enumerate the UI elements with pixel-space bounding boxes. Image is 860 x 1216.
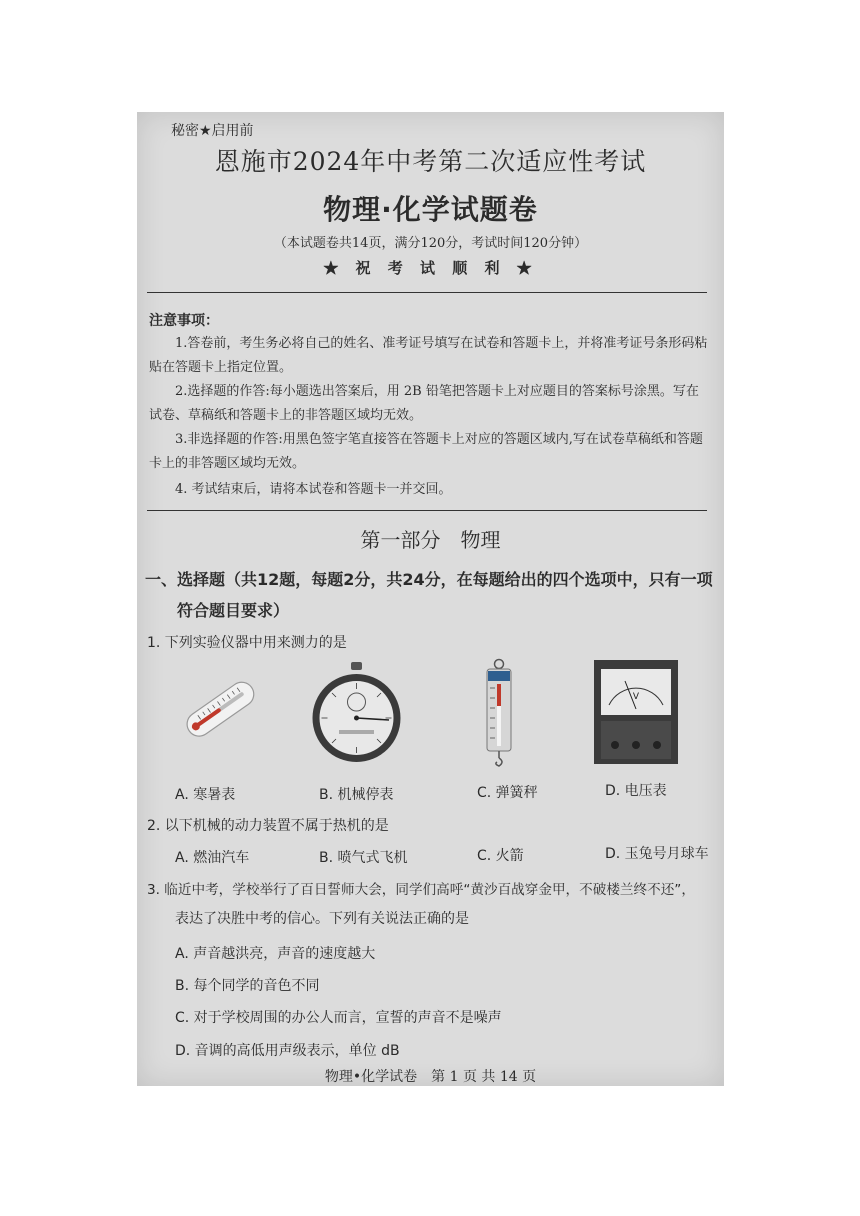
question-2-stem: 2. 以下机械的动力装置不属于热机的是 bbox=[147, 818, 389, 834]
note-item-4: 4. 考试结束后，请将本试卷和答题卡一并交回。 bbox=[175, 482, 452, 497]
q3-option-b: B. 每个同学的音色不同 bbox=[175, 978, 320, 994]
thermometer-image bbox=[175, 664, 267, 756]
divider-bottom bbox=[147, 510, 707, 511]
q3-option-a: A. 声音越洪亮，声音的速度越大 bbox=[175, 946, 376, 962]
paper-title: 物理·化学试题卷 bbox=[323, 193, 538, 226]
question-3-stem-cont: 表达了决胜中考的信心。下列有关说法正确的是 bbox=[175, 911, 469, 927]
section-heading: 一、选择题（共12题，每题2分，共24分，在每题给出的四个选项中，只有一项 bbox=[145, 570, 713, 589]
divider-top bbox=[147, 292, 707, 293]
notes-heading: 注意事项： bbox=[149, 313, 219, 329]
section-heading-cont: 符合题目要求） bbox=[177, 601, 290, 620]
note-item-3: 3.非选择题的作答:用黑色签字笔直接答在答题卡上对应的答题区域内,写在试卷草稿纸和答题卡上的非答题区域均无效。 bbox=[149, 432, 703, 471]
part-title: 第一部分 物理 bbox=[360, 528, 501, 552]
question-3-stem: 3. 临近中考，学校举行了百日誓师大会，同学们高呼“黄沙百战穿金甲，不破楼兰终不还”， bbox=[147, 882, 695, 898]
spring-scale-image bbox=[479, 658, 519, 768]
q1-option-a: A. 寒暑表 bbox=[175, 787, 236, 803]
q3-option-c: C. 对于学校周围的办公人而言，宣誓的声音不是噪声 bbox=[175, 1010, 502, 1026]
q1-option-d: D. 电压表 bbox=[605, 783, 667, 799]
svg-text:V: V bbox=[632, 692, 640, 702]
q3-option-d: D. 音调的高低用声级表示，单位 dB bbox=[175, 1043, 400, 1059]
exam-title: 恩施市2024年中考第二次适应性考试 bbox=[214, 147, 647, 176]
q2-option-a: A. 燃油汽车 bbox=[175, 850, 250, 866]
q1-option-b: B. 机械停表 bbox=[319, 787, 394, 803]
page-footer: 物理•化学试卷 第 1 页 共 14 页 bbox=[324, 1069, 537, 1085]
q2-option-c: C. 火箭 bbox=[477, 848, 524, 864]
q2-option-b: B. 喷气式飞机 bbox=[319, 850, 408, 866]
note-item-1: 1.答卷前，考生务必将自己的姓名、准考证号填写在试卷和答题卡上，并将准考证号条形码粘贴在答题卡上指定位置。 bbox=[149, 336, 708, 375]
confidential-mark: 秘密★启用前 bbox=[171, 123, 254, 139]
stopwatch-image bbox=[309, 660, 404, 768]
q2-option-d: D. 玉兔号月球车 bbox=[605, 846, 709, 862]
good-luck-line: ★ 祝 考 试 顺 利 ★ bbox=[323, 259, 538, 277]
question-1-stem: 1. 下列实验仪器中用来测力的是 bbox=[147, 635, 347, 651]
voltmeter-image bbox=[593, 659, 679, 765]
exam-page bbox=[137, 112, 724, 1086]
exam-meta: （本试题卷共14页，满分120分，考试时间120分钟） bbox=[273, 236, 588, 251]
q1-option-c: C. 弹簧秤 bbox=[477, 785, 538, 801]
note-item-2: 2.选择题的作答:每小题选出答案后，用 2B 铅笔把答题卡上对应题目的答案标号涂黑。写在试卷、草稿纸和答题卡上的非答题区域均无效。 bbox=[149, 384, 699, 423]
